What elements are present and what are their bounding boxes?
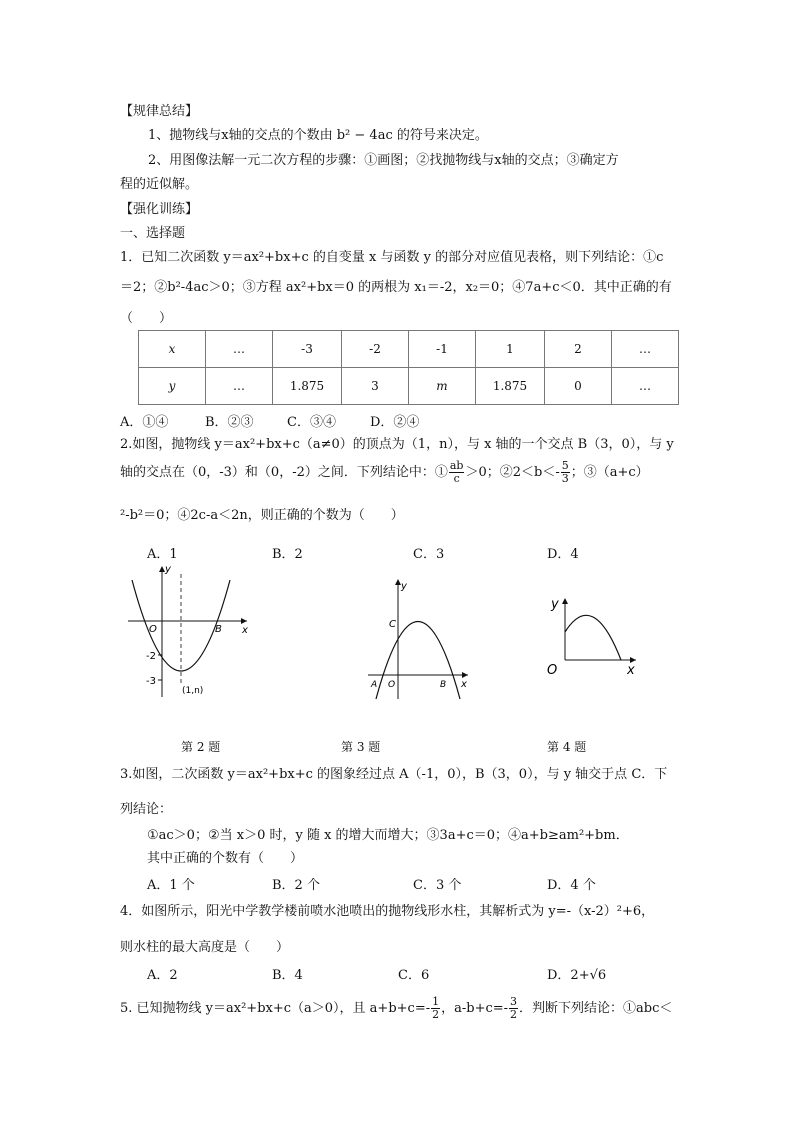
summary-rule-1: 1、抛物线与x轴的交点的个数由 b² − 4ac 的符号来决定。 xyxy=(148,128,488,143)
q3-line4: 其中正确的个数有（ ） xyxy=(147,851,304,866)
label-y: y xyxy=(551,597,559,612)
frac-denominator: c xyxy=(453,472,460,485)
label-a: A xyxy=(371,680,378,690)
q2-option-b[interactable]: B．2 xyxy=(272,547,303,562)
label-y: y xyxy=(401,581,407,592)
q2-option-a[interactable]: A．1 xyxy=(147,547,178,562)
table-cell: … xyxy=(612,368,679,405)
figure-4-water-jet xyxy=(540,592,640,682)
summary-rule-2a: 2、用图像法解一元二次方程的步骤：①画图；②找抛物线与x轴的交点；③确定方 xyxy=(148,153,619,168)
table-cell: … xyxy=(206,331,273,368)
y-axis-arrow xyxy=(562,598,568,604)
frac-numerator: 5 xyxy=(561,459,569,472)
q2-fraction-ab-c xyxy=(449,460,465,485)
q2-option-c[interactable]: C．3 xyxy=(413,547,445,562)
q2-option-d[interactable]: D．4 xyxy=(547,547,579,562)
q2-line2-mid: ＞0；②2＜b＜- xyxy=(465,465,560,480)
x-axis-arrow xyxy=(241,618,247,624)
label-origin: O xyxy=(547,663,558,678)
table-cell: 1.875 xyxy=(273,368,342,405)
q3-option-c[interactable]: C．3 个 xyxy=(413,878,462,893)
q1-option-b[interactable]: B．②③ xyxy=(205,415,254,430)
q4-line1: 4．如图所示，阳光中学教学楼前喷水池喷出的抛物线形水柱，其解析式为 y=-（x-2）²+6， xyxy=(120,904,655,919)
q2-fraction-5-3 xyxy=(561,460,570,485)
table-cell: 1 xyxy=(476,331,545,368)
table-row-x xyxy=(139,331,679,368)
label-minus-3: -3 xyxy=(146,676,156,687)
q2-line1: 2.如图，抛物线 y＝ax²+bx+c（a≠0）的顶点为（1，n），与 x 轴的一个交点 B（3，0），与 y xyxy=(120,437,674,452)
q1-option-a[interactable]: A．①④ xyxy=(120,415,169,430)
q1-line1: 1．已知二次函数 y＝ax²+bx+c 的自变量 x 与函数 y 的部分对应值见表格，则下列结论：①c xyxy=(120,250,664,265)
label-y: y xyxy=(165,564,171,575)
caption-figure-2: 第 2 题 xyxy=(181,740,221,754)
table-cell: … xyxy=(612,331,679,368)
table-cell: x xyxy=(139,331,206,368)
q5-pre: 5. 已知抛物线 y＝ax²+bx+c（a＞0），且 a+b+c=- xyxy=(120,1001,431,1016)
q5-line1 xyxy=(120,996,672,1022)
table-cell: 0 xyxy=(545,368,612,405)
summary-rule-2b: 程的近似解。 xyxy=(120,177,199,192)
caption-figure-4: 第 4 题 xyxy=(547,740,587,754)
training-heading: 【强化训练】 xyxy=(120,202,199,217)
q5-post: ．判断下列结论：①abc＜ xyxy=(519,1001,673,1016)
q1-value-table xyxy=(138,330,679,405)
frac-denominator: 3 xyxy=(561,472,569,485)
q4-option-b[interactable]: B．4 xyxy=(272,968,303,983)
q3-option-d[interactable]: D．4 个 xyxy=(547,878,596,893)
frac-numerator: 3 xyxy=(510,995,518,1008)
label-c: C xyxy=(389,619,396,630)
q5-mid: ，a-b+c=- xyxy=(441,1001,509,1016)
label-origin: O xyxy=(388,680,396,690)
parabola-curve xyxy=(565,615,621,660)
caption-figure-3: 第 3 题 xyxy=(341,740,381,754)
figure-3-parabola xyxy=(360,577,470,702)
frac-denominator: 2 xyxy=(510,1008,518,1021)
label-b: B xyxy=(215,624,222,635)
label-x: x xyxy=(242,625,248,636)
table-cell: y xyxy=(139,368,206,405)
section-choice: 一、选择题 xyxy=(120,226,186,241)
table-cell: 1.875 xyxy=(476,368,545,405)
table-cell: -2 xyxy=(342,331,409,368)
summary-heading: 【规律总结】 xyxy=(120,104,199,119)
label-vertex: (1,n) xyxy=(182,686,204,696)
q4-option-d[interactable]: D．2+√6 xyxy=(547,968,607,983)
frac-numerator: 1 xyxy=(432,995,440,1008)
label-minus-2: -2 xyxy=(146,651,156,662)
q2-line2 xyxy=(120,460,649,486)
q2-line2-post: ；③（a+c） xyxy=(570,465,649,480)
label-origin: O xyxy=(149,624,157,635)
q3-option-b[interactable]: B．2 个 xyxy=(272,878,320,893)
q1-option-c[interactable]: C．③④ xyxy=(287,415,336,430)
table-cell: -1 xyxy=(409,331,476,368)
q4-line2: 则水柱的最大高度是（ ） xyxy=(120,940,290,955)
q5-fraction-1-2 xyxy=(431,996,440,1021)
q3-line3: ①ac＞0；②当 x＞0 时，y 随 x 的增大而增大；③3a+c＝0；④a+b≥am²+bm． xyxy=(147,828,629,843)
q1-option-d[interactable]: D．②④ xyxy=(370,415,420,430)
q3-option-a[interactable]: A．1 个 xyxy=(147,878,195,893)
q2-line3: ²-b²＝0；④2c-a＜2n，则正确的个数为（ ） xyxy=(120,508,404,523)
frac-denominator: 2 xyxy=(432,1008,440,1021)
q5-fraction-3-2 xyxy=(509,996,518,1021)
table-cell: -3 xyxy=(273,331,342,368)
label-x: x xyxy=(461,679,467,690)
frac-numerator: ab xyxy=(449,459,464,472)
q2-line2-pre: 轴的交点在（0，-3）和（0，-2）之间．下列结论中：① xyxy=(120,465,448,480)
label-b: B xyxy=(440,680,447,690)
table-cell: m xyxy=(409,368,476,405)
table-row-y xyxy=(139,368,679,405)
figure-2-parabola xyxy=(120,562,255,700)
q1-line2: ＝2；②b²-4ac＞0；③方程 ax²+bx＝0 的两根为 x₁＝-2，x₂＝0；④7a+c＜0．其中正确的有 xyxy=(120,280,672,295)
q1-line3: （ ） xyxy=(120,311,173,326)
label-x: x xyxy=(627,663,635,678)
q4-option-c[interactable]: C．6 xyxy=(398,968,430,983)
q4-option-a[interactable]: A．2 xyxy=(147,968,178,983)
table-cell: 2 xyxy=(545,331,612,368)
q3-line1: 3.如图，二次函数 y＝ax²+bx+c 的图象经过点 A（-1，0），B（3，0），与 y 轴交于点 C．下 xyxy=(120,767,668,782)
x-axis-arrow xyxy=(462,672,468,678)
q3-line2: 列结论： xyxy=(120,802,173,817)
table-cell: … xyxy=(206,368,273,405)
table-cell: 3 xyxy=(342,368,409,405)
